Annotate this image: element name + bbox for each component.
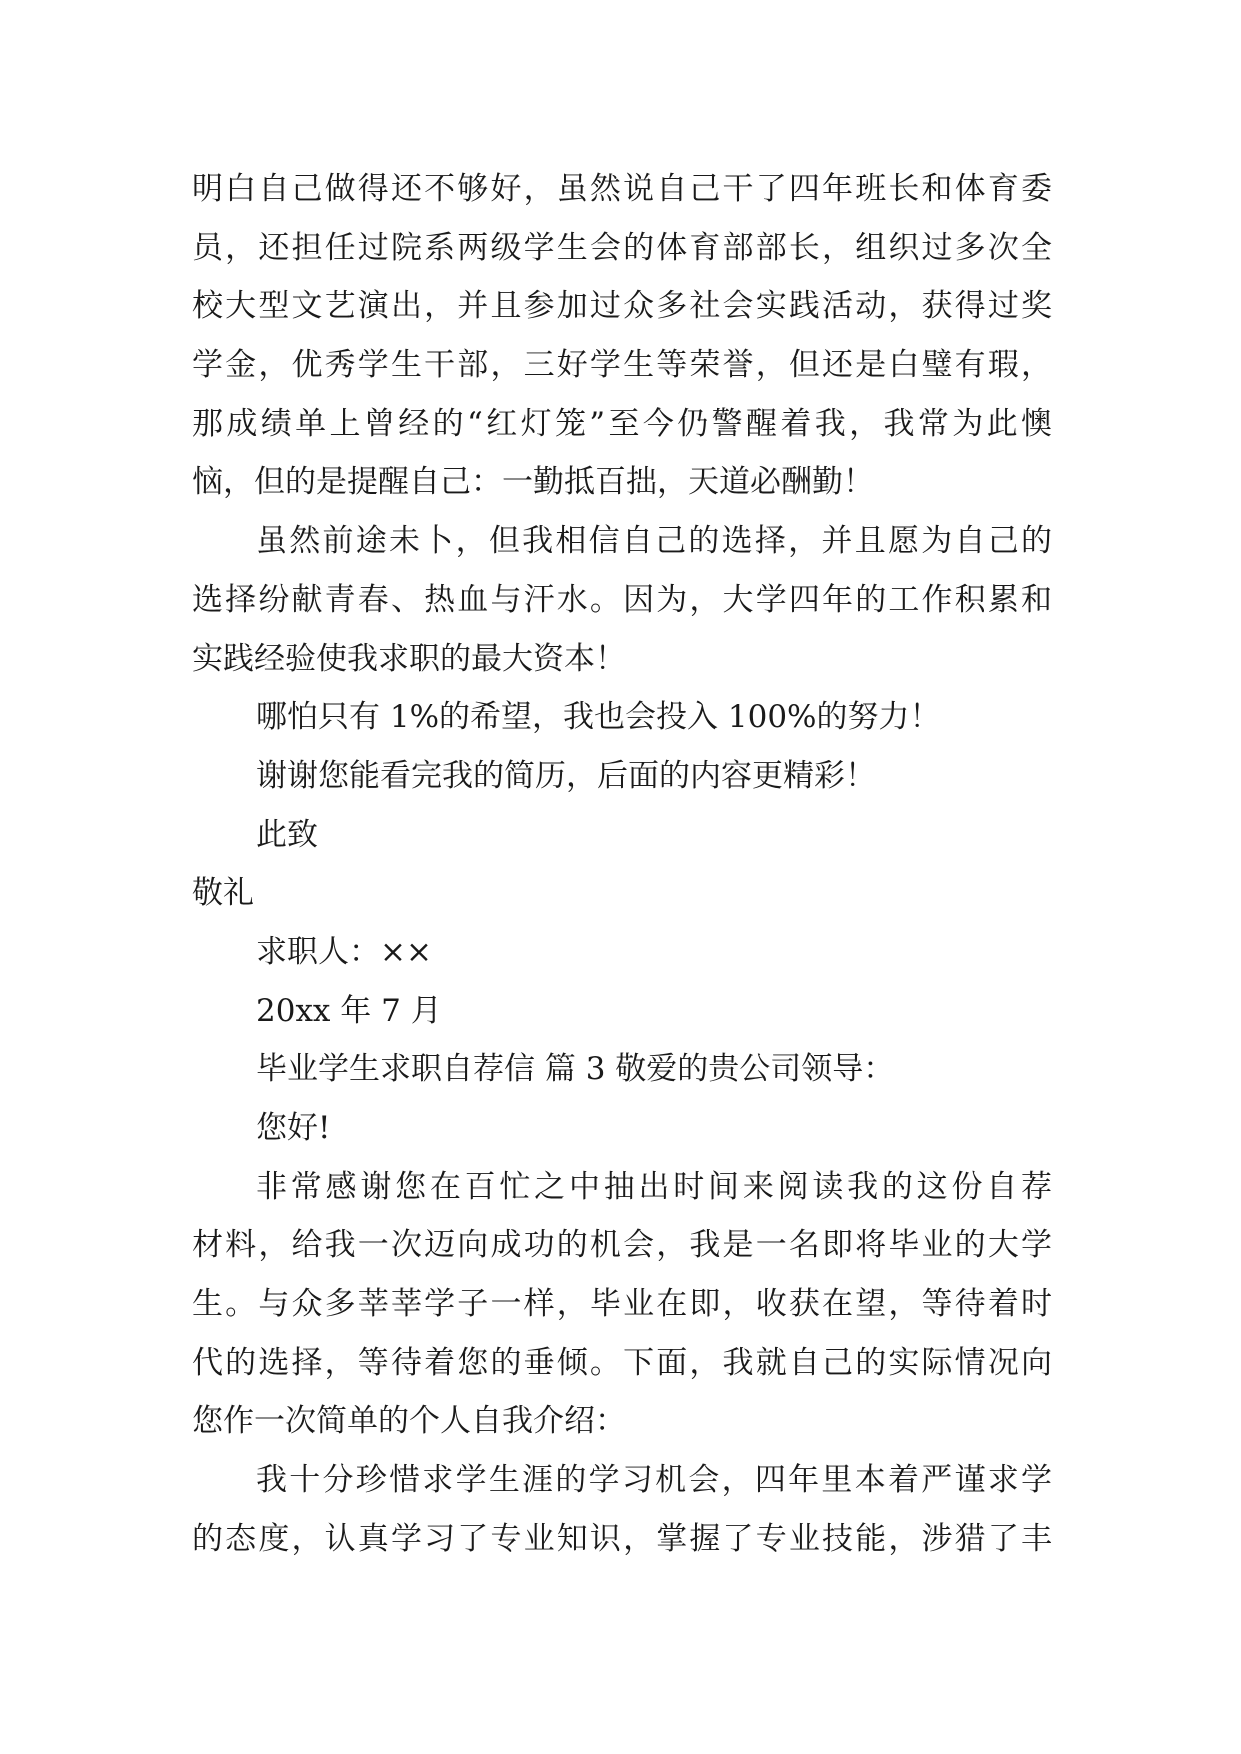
text-line: 的态度，认真学习了专业知识，掌握了专业技能，涉猎了丰 <box>192 1520 1052 1557</box>
text-line: 学金，优秀学生干部，三好学生等荣誉，但还是白璧有瑕， <box>192 347 1052 384</box>
text-line: 您作一次简单的个人自我介绍： <box>192 1403 626 1440</box>
signature-line: 求职人：×× <box>256 933 432 970</box>
paragraph-first-line: 非常感谢您在百忙之中抽出时间来阅读我的这份自荐 <box>256 1168 1052 1205</box>
text-line: 材料，给我一次迈向成功的机会，我是一名即将毕业的大学 <box>192 1227 1052 1264</box>
closing-salutation: 此致 <box>256 816 318 853</box>
closing-regards: 敬礼 <box>192 875 254 912</box>
greeting-line: 您好! <box>256 1110 331 1146</box>
text-line: 那成绩单上曾经的“红灯笼”至今仍警醒着我，我常为此懊 <box>192 405 1052 442</box>
paragraph-first-line: 我十分珍惜求学生涯的学习机会，四年里本着严谨求学 <box>256 1462 1052 1499</box>
text-line: 员，还担任过院系两级学生会的体育部部长，组织过多次全 <box>192 229 1052 266</box>
paragraph-first-line: 哪怕只有 1%的希望，我也会投入 100%的努力！ <box>256 699 941 736</box>
text-line: 恼，但的是提醒自己：一勤抵百拙，天道必酬勤！ <box>192 464 874 501</box>
document-body <box>192 160 1052 1569</box>
text-line: 实践经验使我求职的最大资本！ <box>192 640 626 677</box>
paragraph-first-line: 谢谢您能看完我的简历，后面的内容更精彩！ <box>256 757 876 794</box>
text-line: 生。与众多莘莘学子一样，毕业在即，收获在望，等待着时 <box>192 1286 1052 1323</box>
date-line: 20xx 年 7 月 <box>256 992 442 1029</box>
section-heading: 毕业学生求职自荐信 篇 3 敬爱的贵公司领导： <box>256 1051 895 1088</box>
paragraph-first-line: 虽然前途未卜，但我相信自己的选择，并且愿为自己的 <box>256 523 1052 560</box>
text-line: 明白自己做得还不够好，虽然说自己干了四年班长和体育委 <box>192 171 1052 207</box>
text-line: 选择纷献青春、热血与汗水。因为，大学四年的工作积累和 <box>192 581 1052 618</box>
text-line: 校大型文艺演出，并且参加过众多社会实践活动，获得过奖 <box>192 288 1052 325</box>
text-line: 代的选择，等待着您的垂倾。下面，我就自己的实际情况向 <box>192 1344 1052 1381</box>
